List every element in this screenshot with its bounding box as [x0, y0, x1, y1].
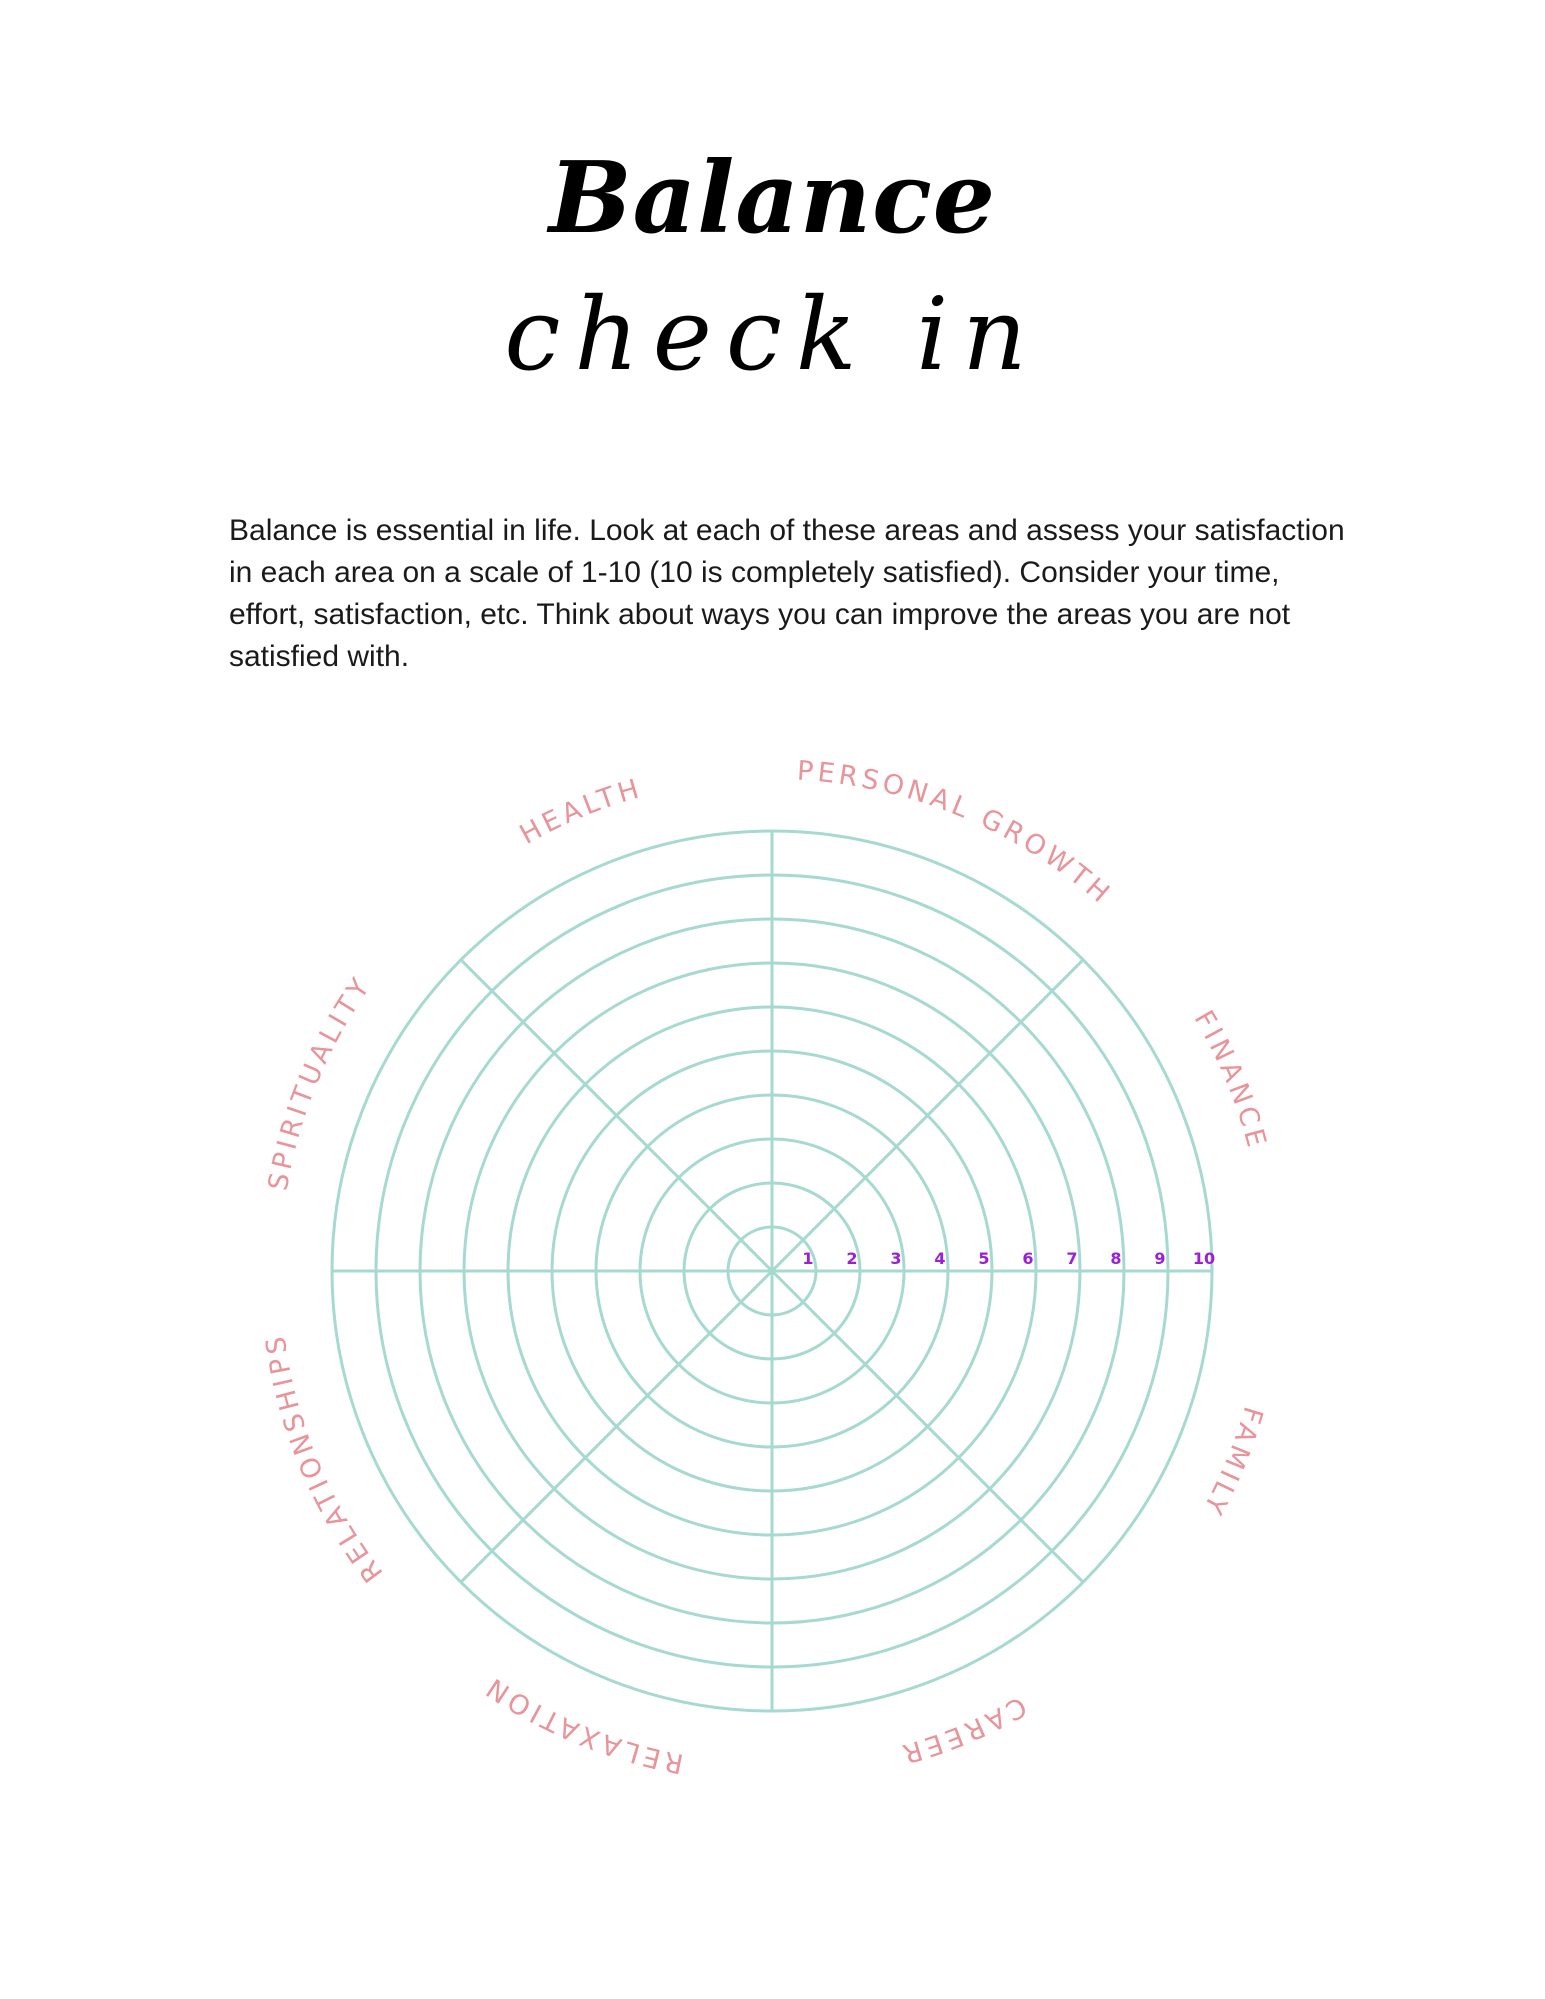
scale-number-3: 3 — [890, 1249, 902, 1268]
scale-number-4: 4 — [934, 1249, 946, 1268]
wheel-spokes — [332, 831, 1212, 1711]
area-label-personal-growth: PERSONAL GROWTH — [795, 755, 1118, 912]
scale-number-1: 1 — [802, 1249, 814, 1268]
area-label-relaxation: RELAXATION — [478, 1669, 687, 1779]
scale-number-7: 7 — [1066, 1249, 1078, 1268]
page-subtitle: check in — [504, 276, 1041, 393]
scale-number-8: 8 — [1110, 1249, 1122, 1268]
area-label-health: HEALTH — [514, 772, 647, 851]
scale-number-10: 10 — [1192, 1249, 1216, 1268]
area-label-relationships: RELATIONSHIPS — [259, 1330, 390, 1588]
scale-number-2: 2 — [846, 1249, 858, 1268]
intro-paragraph: Balance is essential in life. Look at each of these areas and assess your satisfaction in each area on a scale of 1-10 (10 is completely satisfied). Consider your time, effort, satisfaction, etc. Think about ways you can improve the areas you are not satisfied with. — [229, 514, 1345, 673]
scale-number-9: 9 — [1154, 1249, 1166, 1268]
scale-number-5: 5 — [978, 1249, 990, 1268]
page-title: Balance — [548, 141, 997, 256]
area-label-finance: FINANCE — [1187, 1005, 1273, 1154]
area-label-career: CAREER — [895, 1690, 1032, 1770]
area-label-family: FAMILY — [1195, 1403, 1269, 1523]
scale-number-6: 6 — [1022, 1249, 1034, 1268]
area-label-spirituality: SPIRITUALITY — [262, 970, 379, 1193]
wheel-scale — [802, 1249, 1215, 1268]
